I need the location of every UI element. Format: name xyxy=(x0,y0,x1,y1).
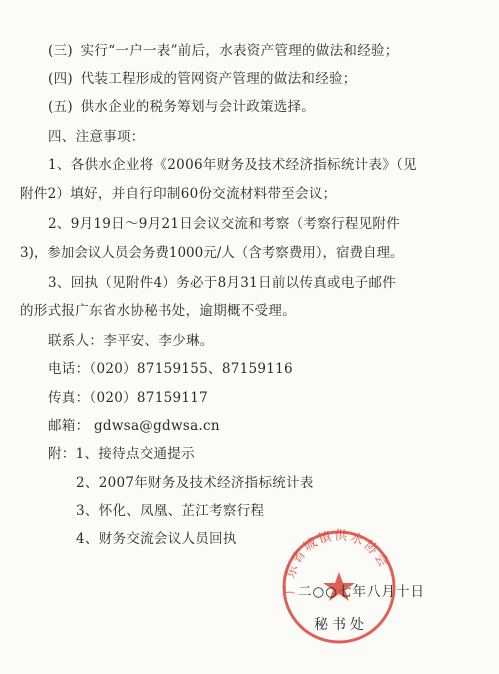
note-2-line-1: 2、9月19日～9月21日会议交流和考察（考察行程见附件 xyxy=(48,216,401,232)
attachment-3: 3、怀化、凤凰、芷江考察行程 xyxy=(76,503,265,519)
item-three xyxy=(48,42,399,60)
note-3-line-1: 3、回执（见附件4）务必于8月31日前以传真或电子邮件 xyxy=(48,275,397,291)
fax-line: 传真：（020）87159117 xyxy=(48,390,209,406)
note-1-line-1: 1、各供水企业将《2006年财务及技术经济指标统计表》（见 xyxy=(48,157,417,173)
item-number: (三) xyxy=(48,43,73,59)
item-four xyxy=(48,70,357,88)
svg-text:广东省城镇供水协会: 广东省城镇供水协会 xyxy=(282,528,392,595)
document-date: 二○○七年八月十日 xyxy=(298,584,426,600)
note-2-line-2: 3)，参加会议人员会务费1000元/人（含考察费用），宿费自理。 xyxy=(20,245,404,261)
item-text: 实行“一户一表”前后，水表资产管理的做法和经验； xyxy=(80,43,399,59)
signature: 秘书处 xyxy=(314,617,368,633)
item-number: (四) xyxy=(48,71,73,87)
phone-line: 电话：（020）87159155、87159116 xyxy=(48,361,293,377)
item-number: (五) xyxy=(48,99,73,115)
attachment-4: 4、财务交流会议人员回执 xyxy=(76,531,237,547)
item-text: 代装工程形成的管网资产管理的做法和经验； xyxy=(80,71,357,87)
item-text: 供水企业的税务筹划与会计政策选择。 xyxy=(80,99,316,115)
contact-person: 联系人：李平安、李少琳。 xyxy=(48,333,214,349)
note-3-line-2: 的形式报广东省水协秘书处，逾期概不受理。 xyxy=(20,303,296,319)
note-1-line-2: 附件2）填好，并自行印制60份交流材料带至会议； xyxy=(20,186,337,202)
section-title: 四、注意事项： xyxy=(48,129,145,145)
email-line: 邮箱： gdwsa@gdwsa.cn xyxy=(48,418,220,434)
attachment-1: 附：1、接待点交通提示 xyxy=(48,446,195,462)
attachment-2: 2、2007年财务及技术经济指标统计表 xyxy=(76,475,314,491)
item-five xyxy=(48,98,315,116)
